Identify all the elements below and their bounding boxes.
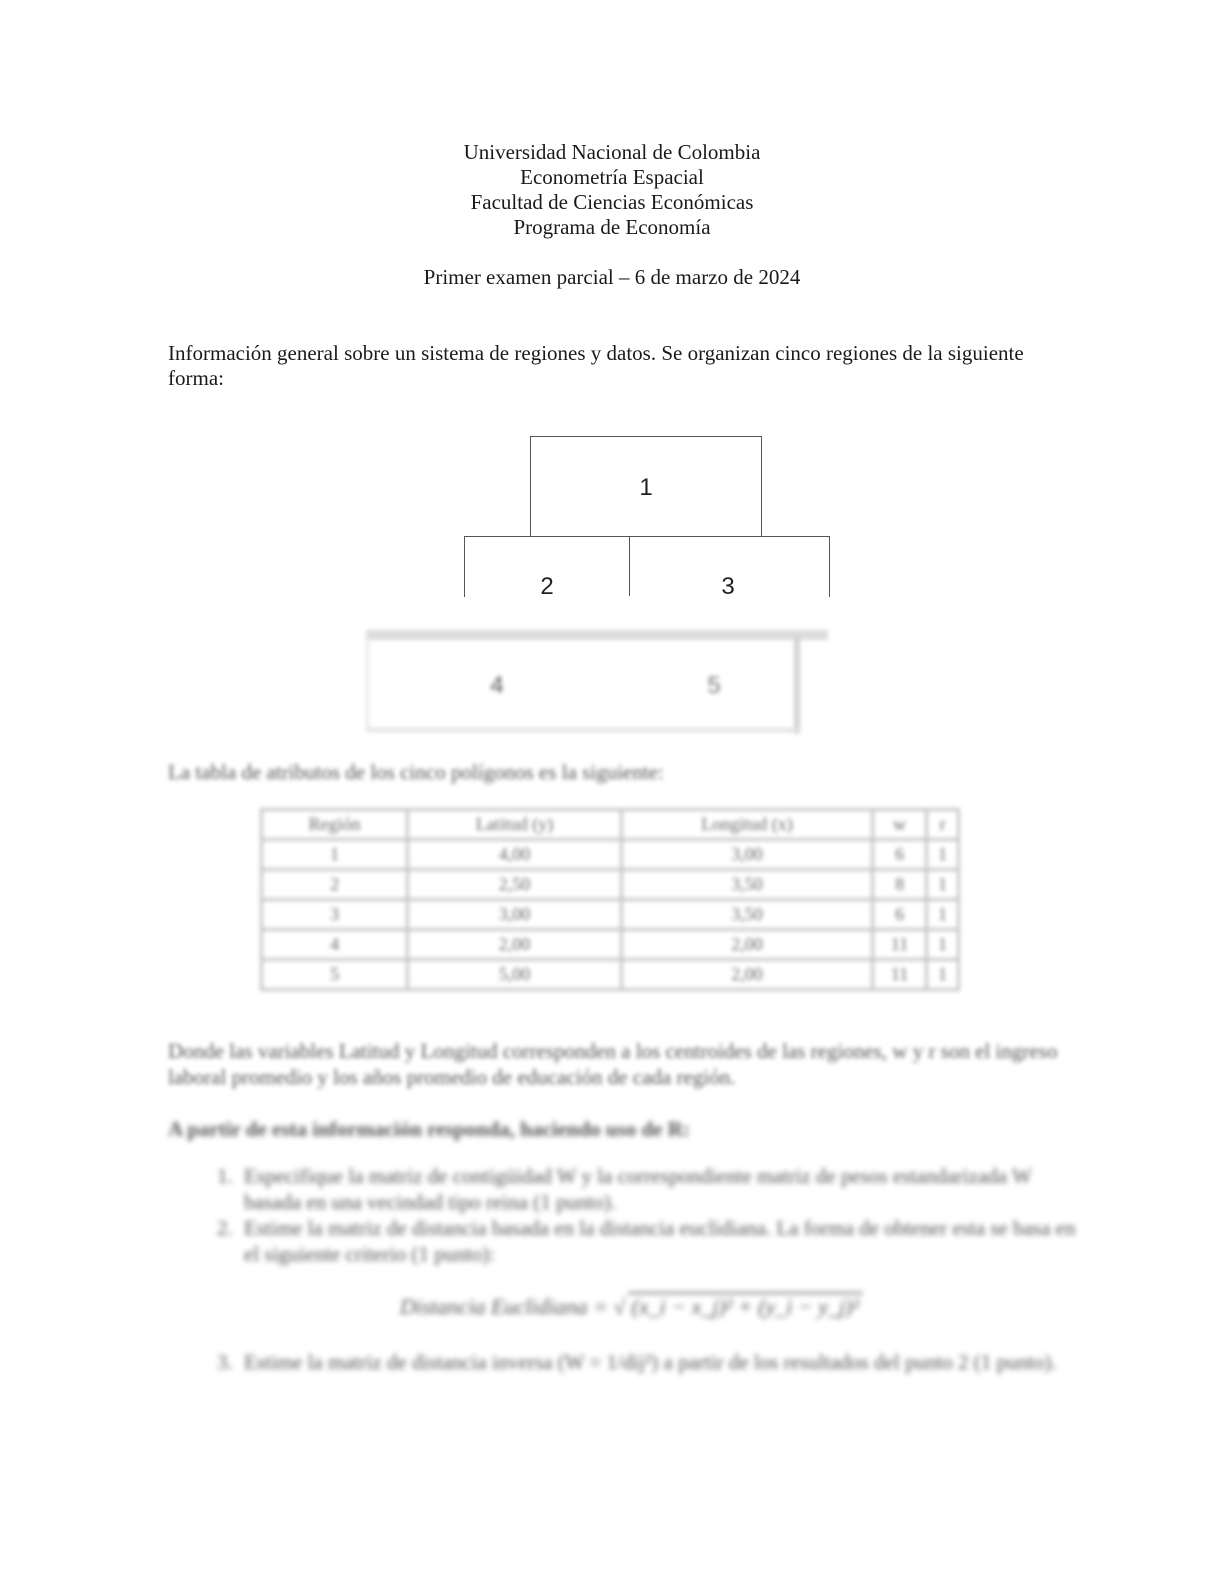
region-1-label: 1	[639, 474, 653, 501]
document-header	[0, 140, 1224, 290]
variables-note: Donde las variables Latitud y Longitud corresponden a los centroides de las regiones, w y r son el ingreso laboral promedio y los años promedio de educación de cada región.	[168, 1039, 1058, 1089]
table-cell: 1	[927, 870, 959, 900]
formula-lhs: Distancia Euclidiana =	[400, 1294, 614, 1319]
table-cell: 3	[262, 900, 408, 930]
table-header-row	[262, 810, 959, 840]
table-cell: 2,50	[408, 870, 622, 900]
table-cell: 2,00	[621, 960, 872, 990]
question-1: 1. Especifique la matriz de contigüidad W y la correspondiente matriz de pesos estandarizada W basada en una vecindad tipo reina (1 punto).	[238, 1163, 1088, 1215]
table-cell: 5,00	[408, 960, 622, 990]
table-cell: 3,50	[621, 870, 872, 900]
table-cell: 1	[927, 960, 959, 990]
table-cell: 11	[873, 960, 927, 990]
region-3-label: 3	[721, 573, 735, 600]
table-cell: 4,00	[408, 840, 622, 870]
col-header-r: r	[927, 810, 959, 840]
col-header-w: w	[873, 810, 927, 840]
intro-paragraph: Información general sobre un sistema de regiones y datos. Se organizan cinco regiones de la siguiente forma:	[168, 341, 1024, 390]
table-cell: 1	[262, 840, 408, 870]
exam-title: Primer examen parcial – 6 de marzo de 2024	[423, 265, 801, 289]
course-name: Econometría Espacial	[520, 165, 704, 189]
col-header-longitude: Longitud (x)	[621, 810, 872, 840]
table-caption: La tabla de atributos de los cinco polígonos es la siguiente:	[168, 760, 664, 784]
region-divider	[629, 536, 630, 596]
faculty-name: Facultad de Ciencias Económicas	[470, 190, 754, 214]
formula-rhs: (x_i − x_j)² + (y_i − y_j)²	[628, 1292, 864, 1320]
table-cell: 4	[262, 930, 408, 960]
table-cell: 2,00	[621, 930, 872, 960]
table-row	[262, 960, 959, 990]
instruction-text	[168, 1116, 1058, 1142]
region-4-5-box	[366, 630, 796, 730]
instruction-bold: A partir de esta información responda, haciendo uso de R:	[168, 1117, 690, 1141]
attributes-table	[260, 808, 960, 991]
table-cell: 11	[873, 930, 927, 960]
region-4-label: 4	[490, 672, 504, 699]
university-name: Universidad Nacional de Colombia	[463, 140, 761, 164]
question-list	[200, 1163, 1088, 1267]
col-header-latitude: Latitud (y)	[408, 810, 622, 840]
program-name: Programa de Economía	[513, 215, 711, 239]
col-header-region: Región	[262, 810, 408, 840]
region-5-label: 5	[707, 672, 721, 699]
table-cell: 3,00	[408, 900, 622, 930]
question-2: 2. Estime la matriz de distancia basada en la distancia euclidiana. La forma de obtener esta se basa en el siguiente criterio (1 punto):	[238, 1215, 1088, 1267]
table-cell: 1	[927, 840, 959, 870]
region-2-3-box	[464, 536, 830, 597]
region-2-label: 2	[540, 573, 554, 600]
table-cell: 1	[927, 930, 959, 960]
table-row	[262, 930, 959, 960]
question-list-continued	[200, 1349, 1088, 1375]
table-row	[262, 840, 959, 870]
question-3: 3. Estime la matriz de distancia inversa (W = 1/dij²) a partir de los resultados del punto 2 (1 punto).	[238, 1349, 1088, 1375]
euclidean-formula: Distancia Euclidiana = √ (x_i − x_j)² + (y_i − y_j)²	[400, 1292, 863, 1320]
table-cell: 6	[873, 900, 927, 930]
table-cell: 2,00	[408, 930, 622, 960]
table-row	[262, 870, 959, 900]
table-cell: 3,50	[621, 900, 872, 930]
table-cell: 1	[927, 900, 959, 930]
table-cell: 5	[262, 960, 408, 990]
table-cell: 2	[262, 870, 408, 900]
table-cell: 8	[873, 870, 927, 900]
table-cell: 3,00	[621, 840, 872, 870]
table-cell: 6	[873, 840, 927, 870]
table-row	[262, 900, 959, 930]
